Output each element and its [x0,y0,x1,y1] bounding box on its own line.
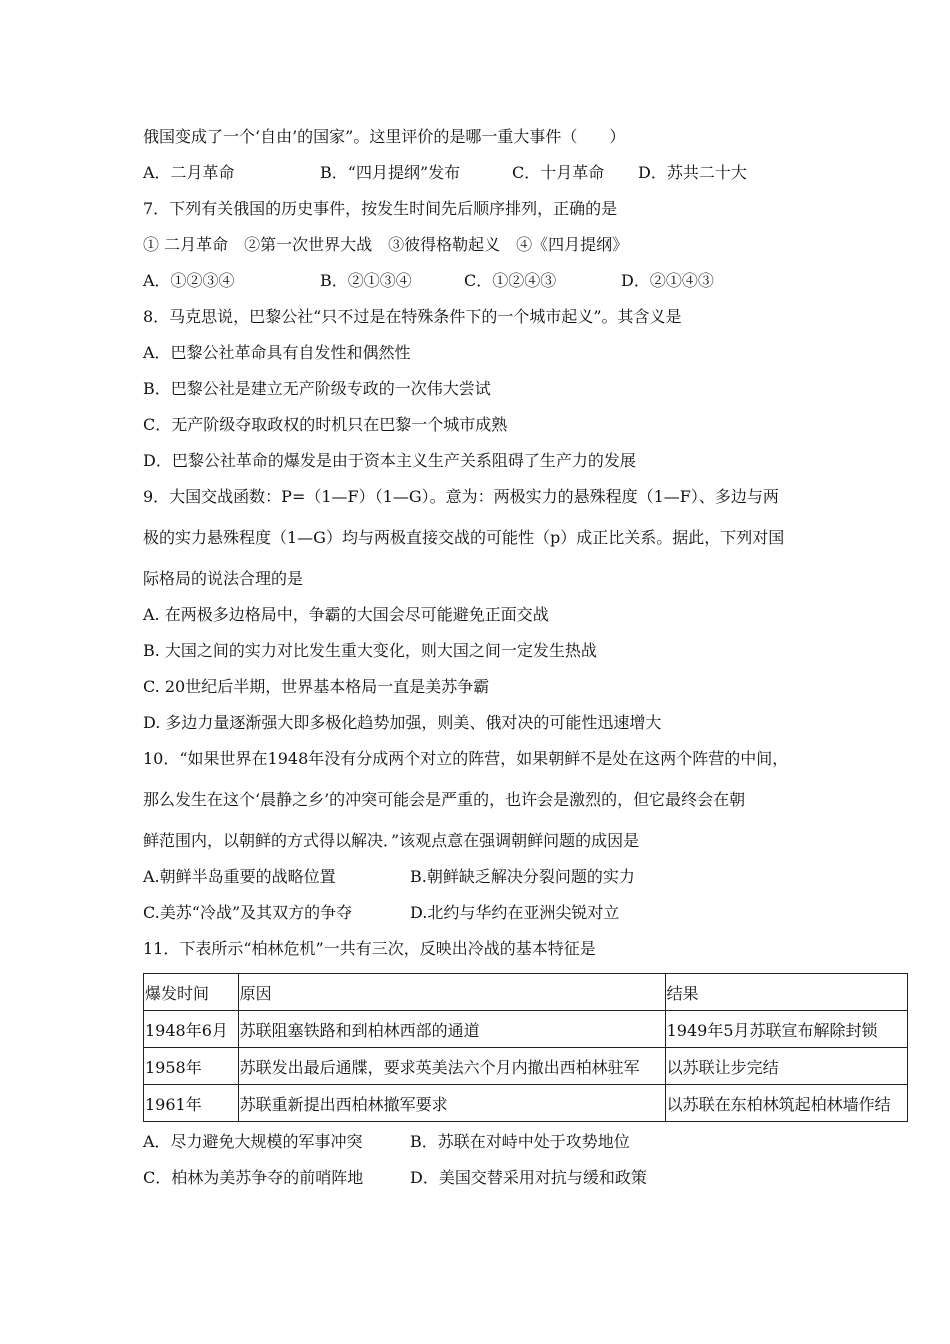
table-row [144,1085,908,1122]
q10-stem-line-3: 鲜范围内，以朝鲜的方式得以解决．”该观点意在强调朝鲜问题的成因是 [143,831,640,850]
q10-stem-line-2: 那么发生在这个‘晨静之乡’的冲突可能会是严重的，也许会是激烈的，但它最终会在朝 [143,790,746,809]
table-header-row [144,974,908,1011]
q7-options [143,271,714,291]
table-cell: 1961年 [144,1085,239,1122]
table-cell: 苏联发出最后通牒，要求英美法六个月内撤出西柏林驻军 [238,1048,665,1085]
q9-option-d: D. 多边力量逐渐强大即多极化趋势加强，则美、俄对决的可能性迅速增大 [143,713,662,732]
q11-options-row-2 [143,1168,647,1188]
q10-option-a: A.朝鲜半岛重要的战略位置 [143,867,336,886]
q11-option-d: D．美国交替采用对抗与缓和政策 [410,1168,647,1187]
q11-option-a: A．尽力避免大规模的军事冲突 [143,1132,363,1151]
q9-stem-line-3: 际格局的说法合理的是 [143,569,304,588]
q11-options-row-1 [143,1132,630,1152]
table-cell: 1958年 [144,1048,239,1085]
q6-option-b: B．“四月提纲”发布 [320,163,461,182]
q9-stem-line-2: 极的实力悬殊程度（1—G）均与两极直接交战的可能性（p）成正比关系。据此，下列对国 [143,528,785,547]
q7-option-a: A．①②③④ [143,271,235,290]
q10-options-row-2 [143,903,619,923]
q11-stem: 11．下表所示“柏林危机”一共有三次，反映出冷战的基本特征是 [143,939,596,958]
header-cell-result: 结果 [665,974,907,1011]
table-row [144,1048,908,1085]
table-cell: 1948年6月 [144,1011,239,1048]
q6-option-a: A．二月革命 [143,163,235,182]
q8-option-b: B．巴黎公社是建立无产阶级专政的一次伟大尝试 [143,379,491,398]
q9-option-a: A. 在两极多边格局中，争霸的大国会尽可能避免正面交战 [143,605,549,624]
q8-stem: 8．马克思说，巴黎公社“只不过是在特殊条件下的一个城市起义”。其含义是 [143,307,682,326]
q6-option-d: D．苏共二十大 [638,163,747,182]
q6-stem: 俄国变成了一个‘自由’的国家”。这里评价的是哪一重大事件（ ） [143,127,626,146]
header-cell-time: 爆发时间 [144,974,239,1011]
q8-option-d: D．巴黎公社革命的爆发是由于资本主义生产关系阻碍了生产力的发展 [143,451,636,470]
table-cell: 以苏联让步完结 [665,1048,907,1085]
q10-options-row-1 [143,867,635,887]
header-cell-cause: 原因 [238,974,665,1011]
q11-option-c: C．柏林为美苏争夺的前哨阵地 [143,1168,364,1187]
q7-option-b: B．②①③④ [320,271,412,290]
q8-option-a: A．巴黎公社革命具有自发性和偶然性 [143,343,411,362]
q10-option-d: D.北约与华约在亚洲尖锐对立 [410,903,620,922]
q10-option-c: C.美苏“冷战”及其双方的争夺 [143,903,353,922]
q6-options [143,163,747,183]
q8-option-c: C．无产阶级夺取政权的时机只在巴黎一个城市成熟 [143,415,508,434]
q9-stem-line-1: 9．大国交战函数：P=（1—F）（1—G）。意为：两极实力的悬殊程度（1—F）、多边与两 [143,487,779,506]
q9-option-c: C. 20世纪后半期，世界基本格局一直是美苏争霸 [143,677,490,696]
table-cell: 1949年5月苏联宣布解除封锁 [665,1011,907,1048]
q10-option-b: B.朝鲜缺乏解决分裂问题的实力 [410,867,635,886]
q7-stem: 7．下列有关俄国的历史事件，按发生时间先后顺序排列，正确的是 [143,199,618,218]
q7-option-c: C．①②④③ [464,271,557,290]
table-row [144,1011,908,1048]
table-cell: 以苏联在东柏林筑起柏林墙作结 [665,1085,907,1122]
q7-items: ① 二月革命 ②第一次世界大战 ③彼得格勒起义 ④《四月提纲》 [143,235,629,254]
table-cell: 苏联重新提出西柏林撤军要求 [238,1085,665,1122]
table-cell: 苏联阻塞铁路和到柏林西部的通道 [238,1011,665,1048]
q7-option-d: D．②①④③ [621,271,714,290]
q9-option-b: B. 大国之间的实力对比发生重大变化，则大国之间一定发生热战 [143,641,597,660]
q6-option-c: C．十月革命 [512,163,605,182]
q11-option-b: B．苏联在对峙中处于攻势地位 [410,1132,630,1151]
q10-stem-line-1: 10．“如果世界在1948年没有分成两个对立的阵营，如果朝鲜不是处在这两个阵营的中间， [143,749,789,768]
berlin-crisis-table [143,973,908,1122]
